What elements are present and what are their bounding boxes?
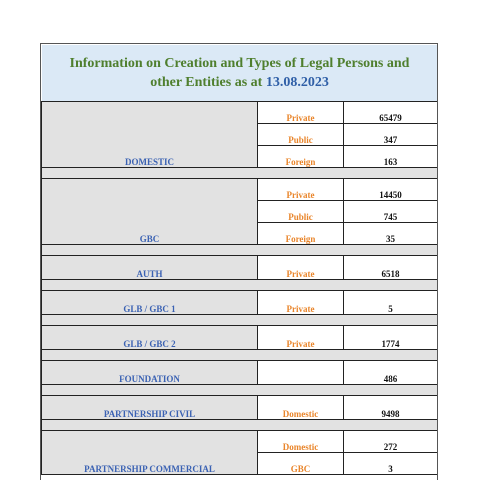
value-cell: 5 [344, 291, 438, 315]
category-glb-gbc-1: GLB / GBC 1 [42, 291, 258, 315]
type-cell: Foreign [258, 223, 344, 245]
type-cell: GBC [258, 453, 344, 475]
separator-row [42, 315, 438, 326]
category-foundation: FOUNDATION [42, 361, 258, 385]
separator-row [42, 245, 438, 256]
title-line-2-prefix: other Entities as at [150, 75, 266, 90]
table-row [42, 256, 438, 280]
table-row [42, 396, 438, 420]
table-row [42, 326, 438, 350]
entities-table [41, 101, 438, 475]
separator-row [42, 385, 438, 396]
separator-row [42, 168, 438, 179]
type-cell: Private [258, 291, 344, 315]
value-cell: 3 [344, 453, 438, 475]
value-cell: 745 [344, 201, 438, 223]
type-cell [258, 361, 344, 385]
value-cell: 35 [344, 223, 438, 245]
legal-persons-document [40, 43, 438, 480]
title-date: 13.08.2023 [265, 75, 329, 90]
type-cell: Private [258, 256, 344, 280]
type-cell: Foreign [258, 146, 344, 168]
value-cell: 163 [344, 146, 438, 168]
type-cell: Domestic [258, 431, 344, 453]
value-cell: 9498 [344, 396, 438, 420]
table-row [42, 431, 438, 453]
category-auth: AUTH [42, 256, 258, 280]
value-cell: 6518 [344, 256, 438, 280]
category-domestic: DOMESTIC [42, 102, 258, 168]
document-title [42, 45, 437, 102]
type-cell: Private [258, 326, 344, 350]
type-cell: Public [258, 124, 344, 146]
type-cell: Domestic [258, 396, 344, 420]
category-glb-gbc-2: GLB / GBC 2 [42, 326, 258, 350]
title-line-1: Information on Creation and Types of Legal Persons and [69, 56, 410, 71]
separator-row [42, 420, 438, 431]
value-cell: 272 [344, 431, 438, 453]
table-row [42, 102, 438, 124]
value-cell: 65479 [344, 102, 438, 124]
category-partnership-commercial: PARTNERSHIP COMMERCIAL [42, 431, 258, 475]
value-cell: 1774 [344, 326, 438, 350]
title-line-2 [150, 73, 329, 92]
separator-row [42, 280, 438, 291]
separator-row [42, 350, 438, 361]
value-cell: 14450 [344, 179, 438, 201]
table-row [42, 179, 438, 201]
type-cell: Private [258, 179, 344, 201]
table-row [42, 291, 438, 315]
value-cell: 486 [344, 361, 438, 385]
type-cell: Private [258, 102, 344, 124]
value-cell: 347 [344, 124, 438, 146]
category-gbc: GBC [42, 179, 258, 245]
category-partnership-civil: PARTNERSHIP CIVIL [42, 396, 258, 420]
type-cell: Public [258, 201, 344, 223]
table-row [42, 361, 438, 385]
